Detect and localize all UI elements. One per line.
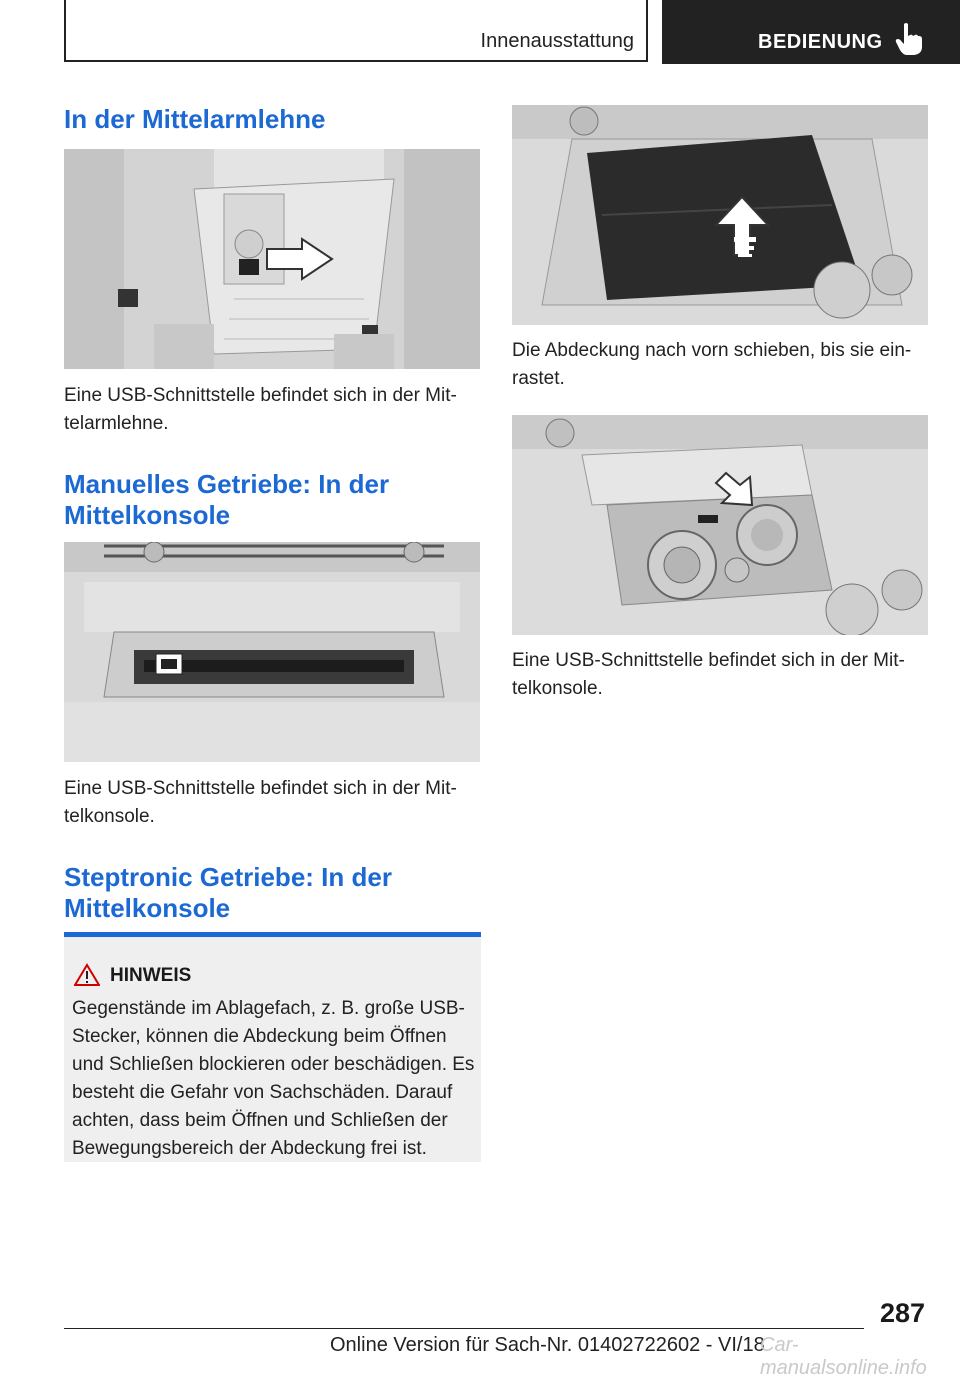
page-number: 287 [880, 1298, 926, 1328]
heading-line: Steptronic Getriebe: In der [64, 862, 392, 892]
heading-line: Mittelkonsole [64, 893, 231, 923]
console-manual-illustration [64, 542, 480, 762]
photo-slide-cover [512, 105, 928, 325]
notice-body [72, 995, 477, 1163]
notice-line: achten, dass beim Öffnen und Schließen der [72, 1110, 448, 1131]
watermark-text: Car-manualsonline.info [760, 1334, 927, 1379]
armrest-illustration [64, 149, 480, 369]
console-steptronic-illustration [512, 415, 928, 635]
online-version-label: Online Version für Sach-Nr. 01402722602 - VI/18 [330, 1334, 765, 1356]
paragraph-line: telkonsole. [64, 806, 155, 827]
header-section-title: Innenausstattung [480, 30, 634, 52]
paragraph-armrest [64, 382, 484, 438]
notice-line: Stecker, können die Abdeckung beim Öffnen [72, 1026, 447, 1047]
paragraph-line: Eine USB-Schnittstelle befindet sich in der Mit- [512, 650, 905, 671]
paragraph-line: telkonsole. [512, 678, 603, 699]
slide-cover-illustration [512, 105, 928, 325]
warning-triangle-icon [74, 963, 100, 987]
notice-line: besteht die Gefahr von Sachschäden. Darauf [72, 1082, 453, 1103]
paragraph-line: Eine USB-Schnittstelle befindet sich in der Mit- [64, 385, 457, 406]
paragraph-manual-console [64, 775, 484, 831]
paragraph-line: Die Abdeckung nach vorn schieben, bis sie ein- [512, 340, 912, 361]
footer-divider [64, 1328, 864, 1329]
notice-line: Gegenstände im Ablagefach, z. B. große USB- [72, 998, 465, 1019]
photo-armrest-usb [64, 149, 480, 369]
heading-manuelles-getriebe [64, 469, 389, 531]
photo-center-console-manual [64, 542, 480, 762]
notice-line: und Schließen blockieren oder beschädigen. Es [72, 1054, 475, 1075]
header-chapter-label: BEDIENUNG [758, 31, 883, 53]
heading-line: Manuelles Getriebe: In der [64, 469, 390, 499]
paragraph-slide-cover [512, 337, 942, 393]
paragraph-line: telarmlehne. [64, 413, 169, 434]
notice-title: HINWEIS [110, 965, 192, 986]
paragraph-steptronic-console [512, 647, 942, 703]
heading-mittelarmlehne: In der Mittelarmlehne [64, 104, 326, 134]
notice-line: Bewegungsbereich der Abdeckung frei ist. [72, 1138, 427, 1159]
header-chapter-tab[interactable] [662, 0, 960, 64]
paragraph-line: Eine USB-Schnittstelle befindet sich in der Mit- [64, 778, 457, 799]
paragraph-line: rastet. [512, 368, 565, 389]
photo-center-console-steptronic [512, 415, 928, 635]
notice-box [64, 932, 481, 1162]
heading-steptronic-getriebe [64, 862, 392, 924]
hand-pointer-icon [894, 22, 924, 56]
heading-line: Mittelkonsole [64, 500, 231, 530]
